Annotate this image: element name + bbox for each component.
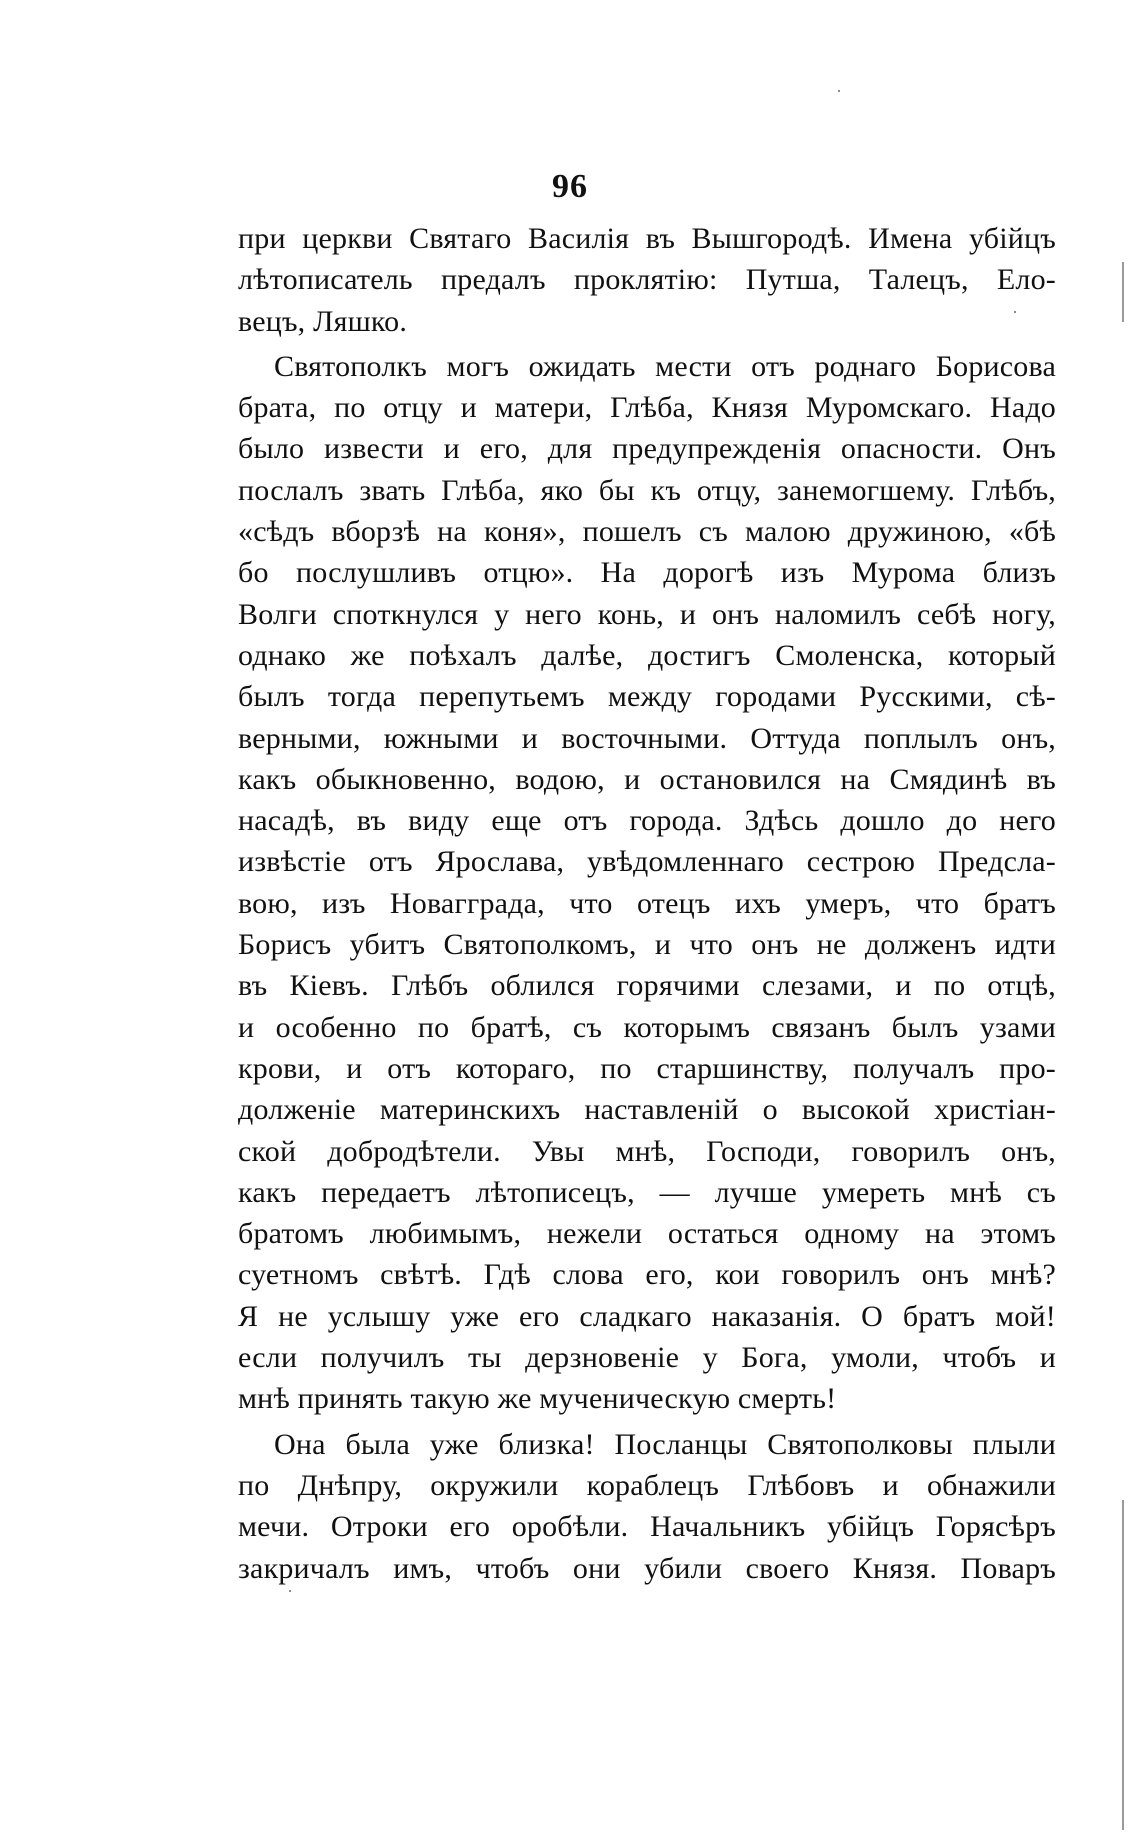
text-line: братомъ любимымъ, нежели остаться одному на этомъ bbox=[238, 1217, 1056, 1251]
text-line: насадѣ, въ виду еще отъ города. Здѣсь дошло до него bbox=[238, 804, 1056, 838]
scan-speck bbox=[1014, 311, 1016, 313]
text-line: Святополкъ могъ ожидать мести отъ роднаго Борисова bbox=[274, 349, 1056, 383]
text-line: вою, изъ Новагграда, что отецъ ихъ умеръ, что братъ bbox=[238, 886, 1056, 920]
text-line: если получилъ ты дерзновеніе у Бога, умоли, чтобъ и bbox=[238, 1341, 1056, 1375]
text-line: было извести и его, для предупрежденія опасности. Онъ bbox=[238, 432, 1056, 466]
text-line: брата, по отцу и матери, Глѣба, Князя Муромскаго. Надо bbox=[238, 391, 1056, 425]
text-line: мечи. Отроки его оробѣли. Начальникъ убійцъ Горясѣръ bbox=[238, 1510, 1056, 1544]
text-line: долженіе материнскихъ наставленій о высокой христіан- bbox=[238, 1093, 1056, 1127]
text-line: мнѣ принять такую же мученическую смерть! bbox=[238, 1382, 837, 1416]
scan-speck bbox=[838, 90, 840, 92]
text-line: Она была уже близка! Посланцы Святополковы плыли bbox=[274, 1427, 1056, 1461]
text-line: суетномъ свѣтѣ. Гдѣ слова его, кои говорилъ онъ мнѣ? bbox=[238, 1258, 1056, 1292]
text-line: извѣстіе отъ Ярослава, увѣдомленнаго сестрою Предсла- bbox=[238, 845, 1056, 879]
text-line: ской добродѣтели. Увы мнѣ, Господи, говорилъ онъ, bbox=[238, 1134, 1056, 1168]
page-number: 96 bbox=[552, 168, 588, 205]
scan-speck bbox=[289, 1590, 291, 1592]
text-line: въ Кіевъ. Глѣбъ облился горячими слезами, и по отцѣ, bbox=[238, 969, 1056, 1003]
text-line: былъ тогда перепутьемъ между городами Русскими, сѣ- bbox=[238, 680, 1056, 714]
text-line: Борисъ убитъ Святополкомъ, и что онъ не долженъ идти bbox=[238, 928, 1056, 962]
scan-edge-mark bbox=[1122, 1500, 1124, 1830]
body-text bbox=[238, 218, 1056, 1593]
text-line: однако же поѣхалъ далѣе, достигъ Смоленска, который bbox=[238, 638, 1056, 672]
text-line: и особенно по братѣ, съ которымъ связанъ былъ узами bbox=[238, 1010, 1056, 1044]
text-line: бо послушливъ отцю». На дорогѣ изъ Мурома близъ bbox=[238, 556, 1056, 590]
text-line: верными, южными и восточными. Оттуда поплылъ онъ, bbox=[238, 721, 1056, 755]
text-line: по Днѣпру, окружили кораблецъ Глѣбовъ и обнажили bbox=[238, 1468, 1056, 1502]
text-line: вецъ, Ляшко. bbox=[238, 304, 408, 338]
text-line: Волги споткнулся у него конь, и онъ наломилъ себѣ ногу, bbox=[238, 597, 1056, 631]
text-line: Я не услышу уже его сладкаго наказанія. О братъ мой! bbox=[238, 1299, 1056, 1333]
text-line: «сѣдъ вборзѣ на коня», пошелъ съ малою дружиною, «бѣ bbox=[238, 515, 1056, 549]
text-line: послалъ звать Глѣба, яко бы къ отцу, занемогшему. Глѣбъ, bbox=[238, 473, 1056, 507]
scan-edge-mark bbox=[1122, 262, 1124, 322]
paragraph-2 bbox=[238, 346, 1056, 1420]
text-line: крови, и отъ котораго, по старшинству, получалъ про- bbox=[238, 1051, 1056, 1085]
text-line: лѣтописатель предалъ проклятію: Путша, Талецъ, Ело- bbox=[238, 263, 1056, 297]
text-line: какъ передаетъ лѣтописецъ, — лучше умереть мнѣ съ bbox=[238, 1175, 1056, 1209]
text-line: при церкви Святаго Василія въ Вышгородѣ. Имена убійцъ bbox=[238, 222, 1056, 255]
text-line: закричалъ имъ, чтобъ они убили своего Князя. Поваръ bbox=[238, 1551, 1056, 1585]
paragraph-3 bbox=[238, 1424, 1056, 1589]
paragraph-1 bbox=[238, 218, 1056, 342]
text-line: какъ обыкновенно, водою, и остановился на Смядинѣ въ bbox=[238, 762, 1056, 796]
